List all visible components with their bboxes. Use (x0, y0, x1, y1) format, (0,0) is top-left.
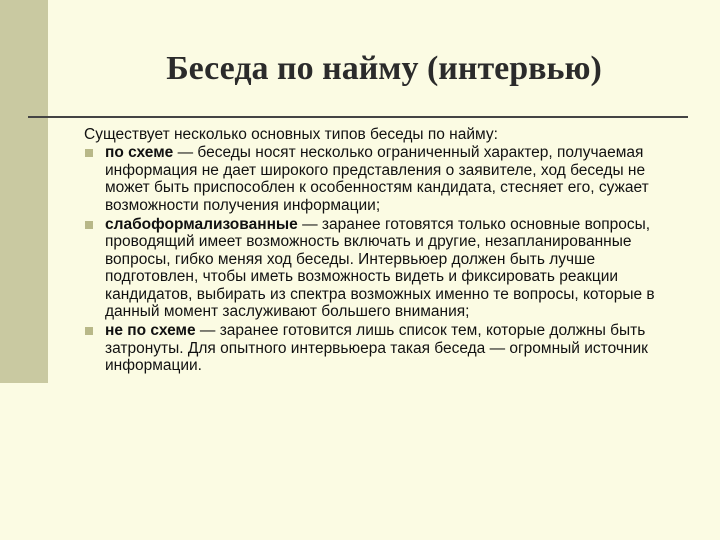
item-term: по схеме (105, 144, 174, 162)
title-divider (28, 116, 688, 118)
list-item (84, 216, 684, 320)
item-term: слабоформализованные (105, 216, 298, 234)
square-bullet-icon (85, 149, 93, 157)
slide-title: Беседа по найму (интервью) (166, 50, 602, 87)
square-bullet-icon (85, 221, 93, 229)
item-text: — беседы носят несколько ограниченный характер, получаемая информация не дает широкого представления о заявителе, ход беседы не может быть приспособлен к особенностям кандидата, стесняет его, сужает возможности получения информации; (105, 144, 649, 214)
left-accent-bar (0, 0, 48, 383)
slide-body (84, 126, 684, 377)
item-text: — заранее готовятся только основные вопросы, проводящий имеет возможность включать и другие, незапланированные вопросы, гибко меняя ход беседы. Интервьюер должен быть лучше подготовлен, чтобы иметь возможность видеть и фиксировать реакции кандидатов, выбирать из спектра возможных именно те вопросы, которые в данный момент заслуживают большего внимания; (105, 216, 655, 321)
square-bullet-icon (85, 327, 93, 335)
list-item (84, 144, 684, 214)
list-item (84, 322, 684, 374)
item-text: — заранее готовится лишь список тем, которые должны быть затронуты. Для опытного интервьюера такая беседа — огромный источник информации. (105, 322, 648, 375)
intro-text: Существует несколько основных типов беседы по найму: (84, 126, 498, 143)
item-term: не по схеме (105, 322, 196, 340)
